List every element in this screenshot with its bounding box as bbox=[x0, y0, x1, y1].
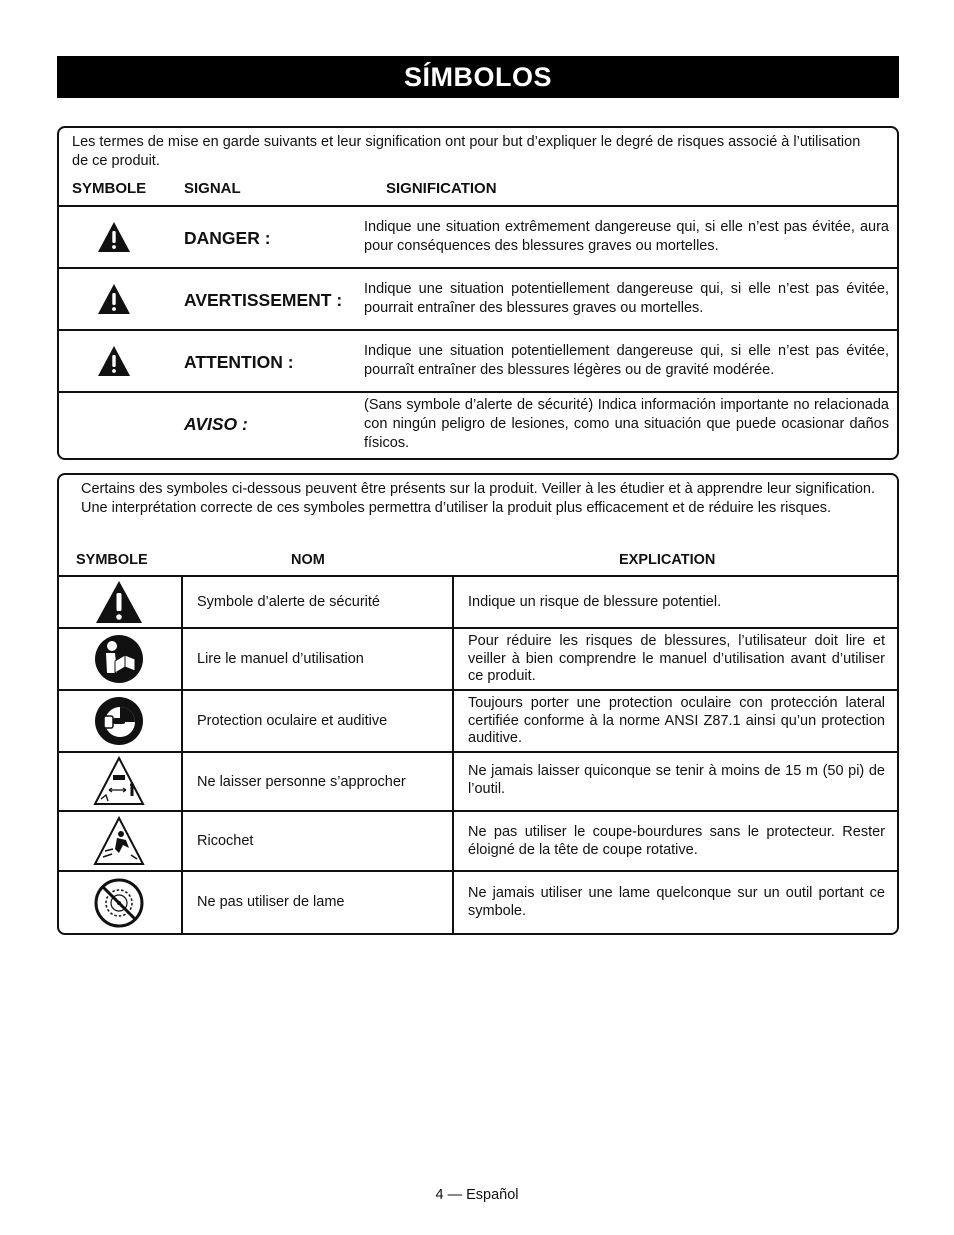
signal-description: Indique une situation potentiellement dangereuse qui, si elle n’est pas évitée, pourraît entraîner des blessures légères ou de gravité modérée. bbox=[364, 343, 889, 378]
header-explanation: EXPLICATION bbox=[619, 552, 716, 568]
signal-row-notice bbox=[59, 393, 897, 457]
signal-label: AVISO : bbox=[184, 414, 248, 434]
header-symbol: SYMBOLE bbox=[72, 180, 147, 197]
signal-words-box bbox=[57, 126, 899, 460]
signal-description: Indique une situation extrêmement dangereuse qui, si elle n’est pas évitée, aura pour conséquences des blessures graves ou mortelles. bbox=[364, 219, 889, 254]
ricochet-icon bbox=[93, 815, 145, 867]
no-blade-icon bbox=[93, 877, 145, 929]
symbol-name: Protection oculaire et auditive bbox=[197, 713, 388, 729]
signal-row-warning bbox=[59, 269, 897, 331]
symbol-row-bystanders bbox=[59, 753, 897, 810]
signals-intro: Les termes de mise en garde suivants et leur signification ont pour but d’expliquer le degré de risques associé à l’utilisation de ce produit. bbox=[72, 134, 861, 169]
symbol-explanation: Toujours porter une protection oculaire con protección lateral certifiée conforme à la norme ANSI Z87.1 ainsi qu’un protection auditive. bbox=[468, 695, 885, 746]
signal-label: DANGER : bbox=[184, 228, 271, 248]
header-name: NOM bbox=[291, 552, 325, 568]
safety-alert-icon bbox=[93, 577, 145, 629]
symbol-name: Symbole d’alerte de sécurité bbox=[197, 594, 380, 610]
symbol-name: Lire le manuel d’utilisation bbox=[197, 651, 364, 667]
signal-row-danger bbox=[59, 207, 897, 269]
symbol-name: Ricochet bbox=[197, 833, 254, 849]
symbol-name: Ne pas utiliser de lame bbox=[197, 894, 345, 910]
page-title: SÍMBOLOS bbox=[57, 56, 899, 98]
eye-ear-protection-icon bbox=[93, 695, 145, 747]
keep-bystanders-away-icon bbox=[93, 755, 145, 807]
signal-description: Indique une situation potentiellement dangereuse qui, si elle n’est pas évitée, pourrait entraîner des blessures graves ou mortelles. bbox=[364, 281, 889, 316]
signal-row-caution bbox=[59, 331, 897, 393]
symbol-explanation: Ne jamais laisser quiconque se tenir à moins de 15 m (50 pi) de l’outil. bbox=[468, 763, 885, 797]
safety-alert-icon bbox=[97, 221, 131, 253]
symbol-explanation: Pour réduire les risques de blessures, l’utilisateur doit lire et veiller à bien comprendre le manuel d’utilisation avant d’utiliser ce produit. bbox=[468, 633, 885, 684]
symbol-explanation: Indique un risque de blessure potentiel. bbox=[468, 594, 722, 610]
symbols-intro: Certains des symboles ci-dessous peuvent être présents sur la produit. Veiller à les étudier et à apprendre leur signification. Une interprétation correcte de ces symboles permettra d’utiliser la produit plus efficacement et de réduire les risques. bbox=[81, 481, 875, 516]
signal-label: ATTENTION : bbox=[184, 352, 294, 372]
signal-label: AVERTISSEMENT : bbox=[184, 290, 343, 310]
header-symbol: SYMBOLE bbox=[76, 552, 148, 568]
header-signal: SIGNAL bbox=[184, 180, 241, 197]
symbol-explanation: Ne jamais utiliser une lame quelconque sur un outil portant ce symbole. bbox=[468, 885, 885, 919]
page-footer: 4 — Español bbox=[435, 1187, 519, 1203]
symbols-box bbox=[57, 473, 899, 935]
symbol-explanation: Ne pas utiliser le coupe-bourdures sans le protecteur. Rester éloigné de la tête de coupe rotative. bbox=[468, 824, 885, 858]
header-meaning: SIGNIFICATION bbox=[386, 180, 497, 197]
symbol-row-manual bbox=[59, 629, 897, 689]
safety-alert-icon bbox=[97, 345, 131, 377]
symbol-name: Ne laisser personne s’approcher bbox=[197, 774, 406, 790]
symbol-row-ricochet bbox=[59, 812, 897, 870]
symbol-row-alert bbox=[59, 577, 897, 627]
read-manual-icon bbox=[93, 633, 145, 685]
safety-alert-icon bbox=[97, 283, 131, 315]
signal-description: (Sans symbole d’alerte de sécurité) Indica información importante no relacionada con ningún peligro de lesiones, como una situación que puede ocasionar daños físicos. bbox=[364, 397, 889, 451]
symbol-row-no-blade bbox=[59, 872, 897, 932]
symbol-row-protection bbox=[59, 691, 897, 751]
